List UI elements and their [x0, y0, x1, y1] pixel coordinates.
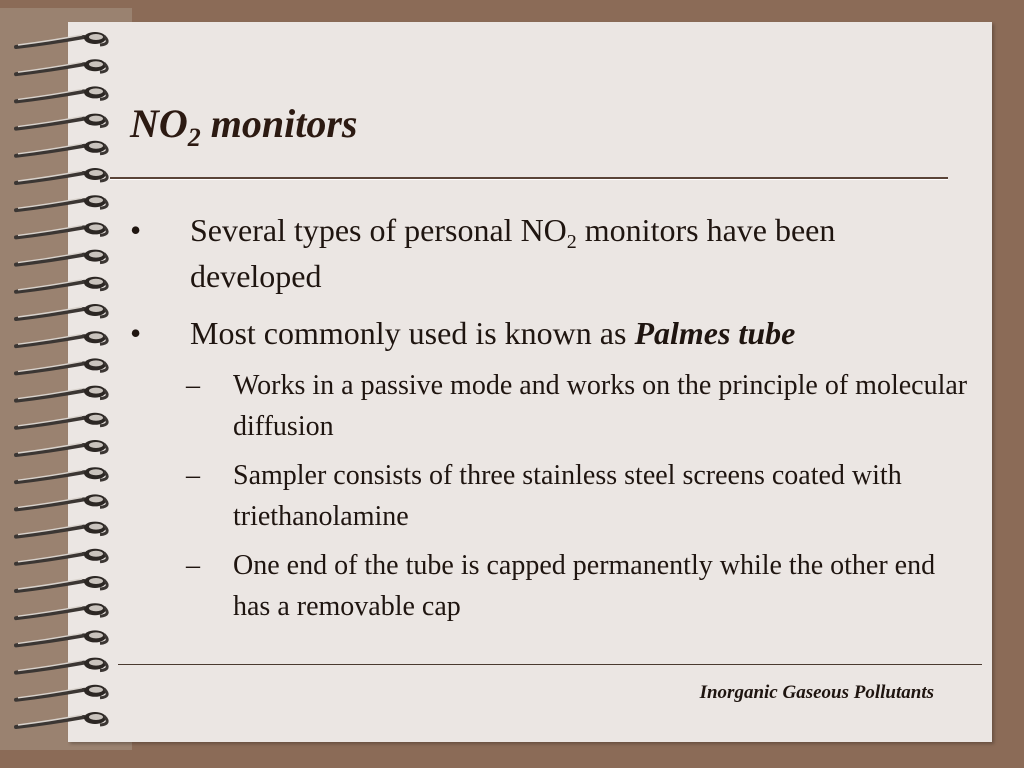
slide-title: $NO_2$ monitors — [130, 101, 358, 152]
bullet-text: Most commonly used is known as Palmes tube — [190, 315, 796, 351]
sub-bullet-text: One end of the tube is capped permanently while the other end has a removable cap — [233, 550, 936, 622]
bullet-marker: • — [130, 212, 142, 248]
spiral-coil — [16, 358, 107, 373]
spiral-coil — [16, 304, 107, 319]
spiral-coil — [16, 114, 107, 129]
bullet-text: Several types of personal $NO_2$ monitors have been developed — [190, 212, 836, 294]
spiral-coil — [16, 413, 107, 428]
sub-bullet-text: Sampler consists of three stainless steel screens coated with triethanolamine — [233, 460, 902, 532]
sub-bullet-marker: – — [186, 370, 200, 401]
sub-bullet-marker: – — [186, 550, 200, 581]
spiral-coil — [16, 32, 107, 47]
spiral-coil — [16, 522, 107, 537]
sub-bullet-text: Works in a passive mode and works on the principle of molecular diffusion — [233, 370, 968, 442]
spiral-coil — [16, 59, 107, 74]
spiral-coil — [16, 168, 107, 183]
spiral-coil — [16, 467, 107, 482]
spiral-coil — [16, 549, 107, 564]
spiral-coil — [16, 712, 107, 727]
spiral-coil — [16, 195, 107, 210]
sub-bullet-marker: – — [186, 460, 200, 491]
spiral-coil — [16, 222, 107, 237]
spiral-coil — [16, 440, 107, 455]
spiral-coil — [16, 141, 107, 156]
spiral-binding — [0, 0, 130, 768]
spiral-coil — [16, 685, 107, 700]
spiral-coil — [16, 86, 107, 101]
spiral-coil — [16, 494, 107, 509]
spiral-coil — [16, 576, 107, 591]
title-divider — [110, 177, 948, 179]
spiral-coil — [16, 658, 107, 673]
spiral-coil — [16, 630, 107, 645]
spiral-coil — [16, 250, 107, 265]
footer-divider — [118, 664, 982, 665]
spiral-coil — [16, 603, 107, 618]
palmes-tube-emphasis: Palmes tube — [634, 315, 796, 351]
bullet-marker: • — [130, 315, 142, 351]
spiral-coil — [16, 386, 107, 401]
spiral-coil — [16, 331, 107, 346]
spiral-coil — [16, 277, 107, 292]
slide-footer: Inorganic Gaseous Pollutants — [699, 682, 934, 703]
